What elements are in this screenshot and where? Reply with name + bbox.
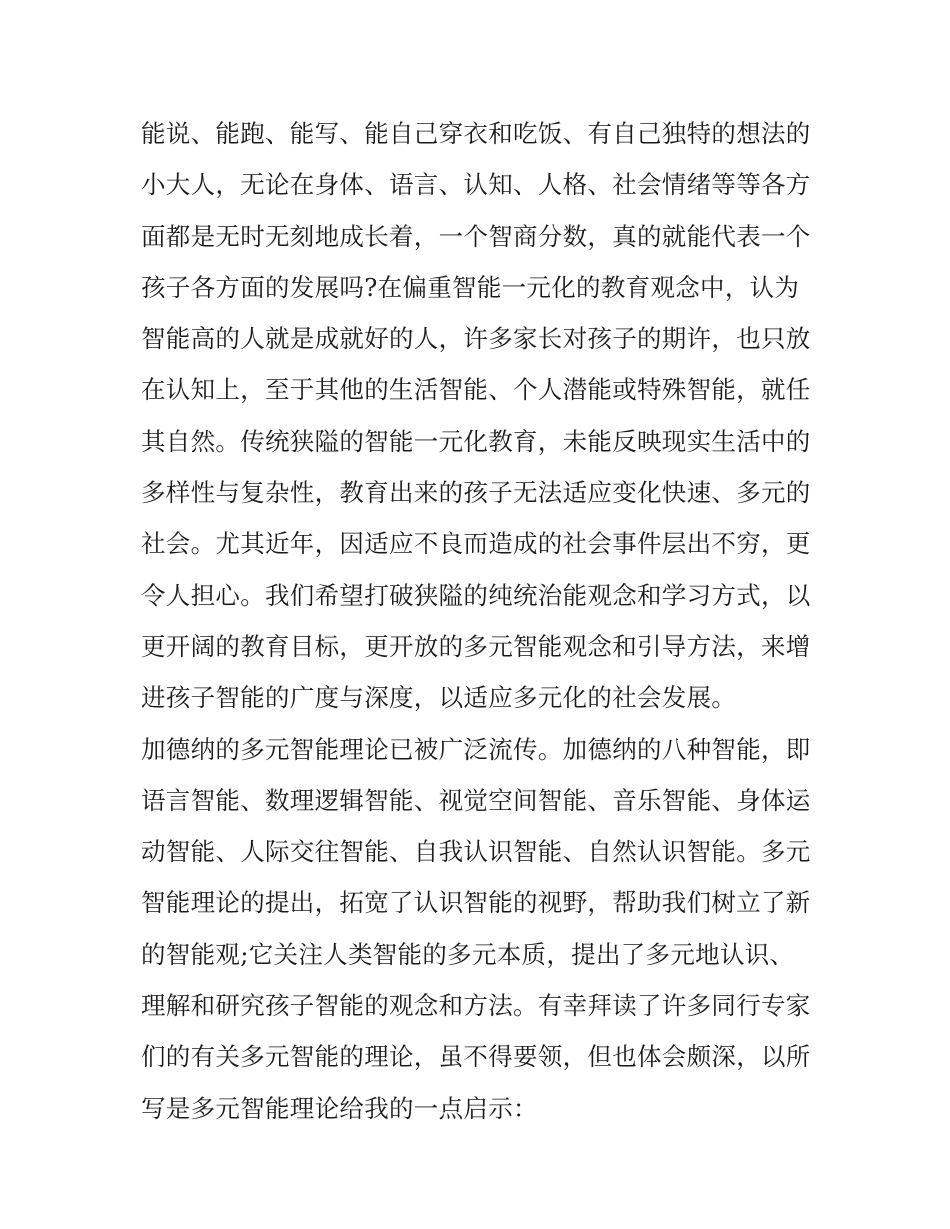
text-line: 的智能观;它关注人类智能的多元本质，提出了多元地认识、	[141, 939, 795, 969]
text-line: 更开阔的教育目标，更开放的多元智能观念和引导方法，来增	[141, 631, 811, 661]
text-line: 孩子各方面的发展吗?在偏重智能一元化的教育观念中，认为	[141, 272, 800, 302]
text-line: 其自然。传统狭隘的智能一元化教育，未能反映现实生活中的	[141, 426, 811, 456]
text-line: 进孩子智能的广度与深度，以适应多元化的社会发展。	[141, 683, 737, 713]
text-line: 们的有关多元智能的理论，虽不得要领，但也体会颇深，以所	[141, 1042, 811, 1072]
text-line: 写是多元智能理论给我的一点启示：	[141, 1093, 538, 1123]
text-line: 加德纳的多元智能理论已被广泛流传。加德纳的八种智能，即	[141, 734, 811, 764]
text-line: 社会。尤其近年，因适应不良而造成的社会事件层出不穷，更	[141, 529, 811, 559]
text-line: 能说、能跑、能写、能自己穿衣和吃饭、有自己独特的想法的	[141, 119, 811, 148]
text-line: 多样性与复杂性，教育出来的孩子无法适应变化快速、多元的	[141, 478, 811, 508]
text-line: 面都是无时无刻地成长着，一个智商分数，真的就能代表一个	[141, 221, 811, 251]
text-line: 理解和研究孩子智能的观念和方法。有幸拜读了许多同行专家	[141, 991, 811, 1021]
text-line: 在认知上，至于其他的生活智能、个人潜能或特殊智能，就任	[141, 375, 811, 405]
text-line: 小大人，无论在身体、语言、认知、人格、社会情绪等等各方	[141, 170, 811, 200]
text-line: 动智能、人际交往智能、自我认识智能、自然认识智能。多元	[141, 837, 811, 867]
text-line: 语言智能、数理逻辑智能、视觉空间智能、音乐智能、身体运	[141, 785, 811, 815]
text-line: 智能高的人就是成就好的人，许多家长对孩子的期许，也只放	[141, 324, 811, 354]
text-line: 令人担心。我们希望打破狭隘的纯统治能观念和学习方式，以	[141, 580, 811, 610]
body-text	[141, 108, 821, 1134]
text-line: 智能理论的提出，拓宽了认识智能的视野，帮助我们树立了新	[141, 888, 811, 918]
